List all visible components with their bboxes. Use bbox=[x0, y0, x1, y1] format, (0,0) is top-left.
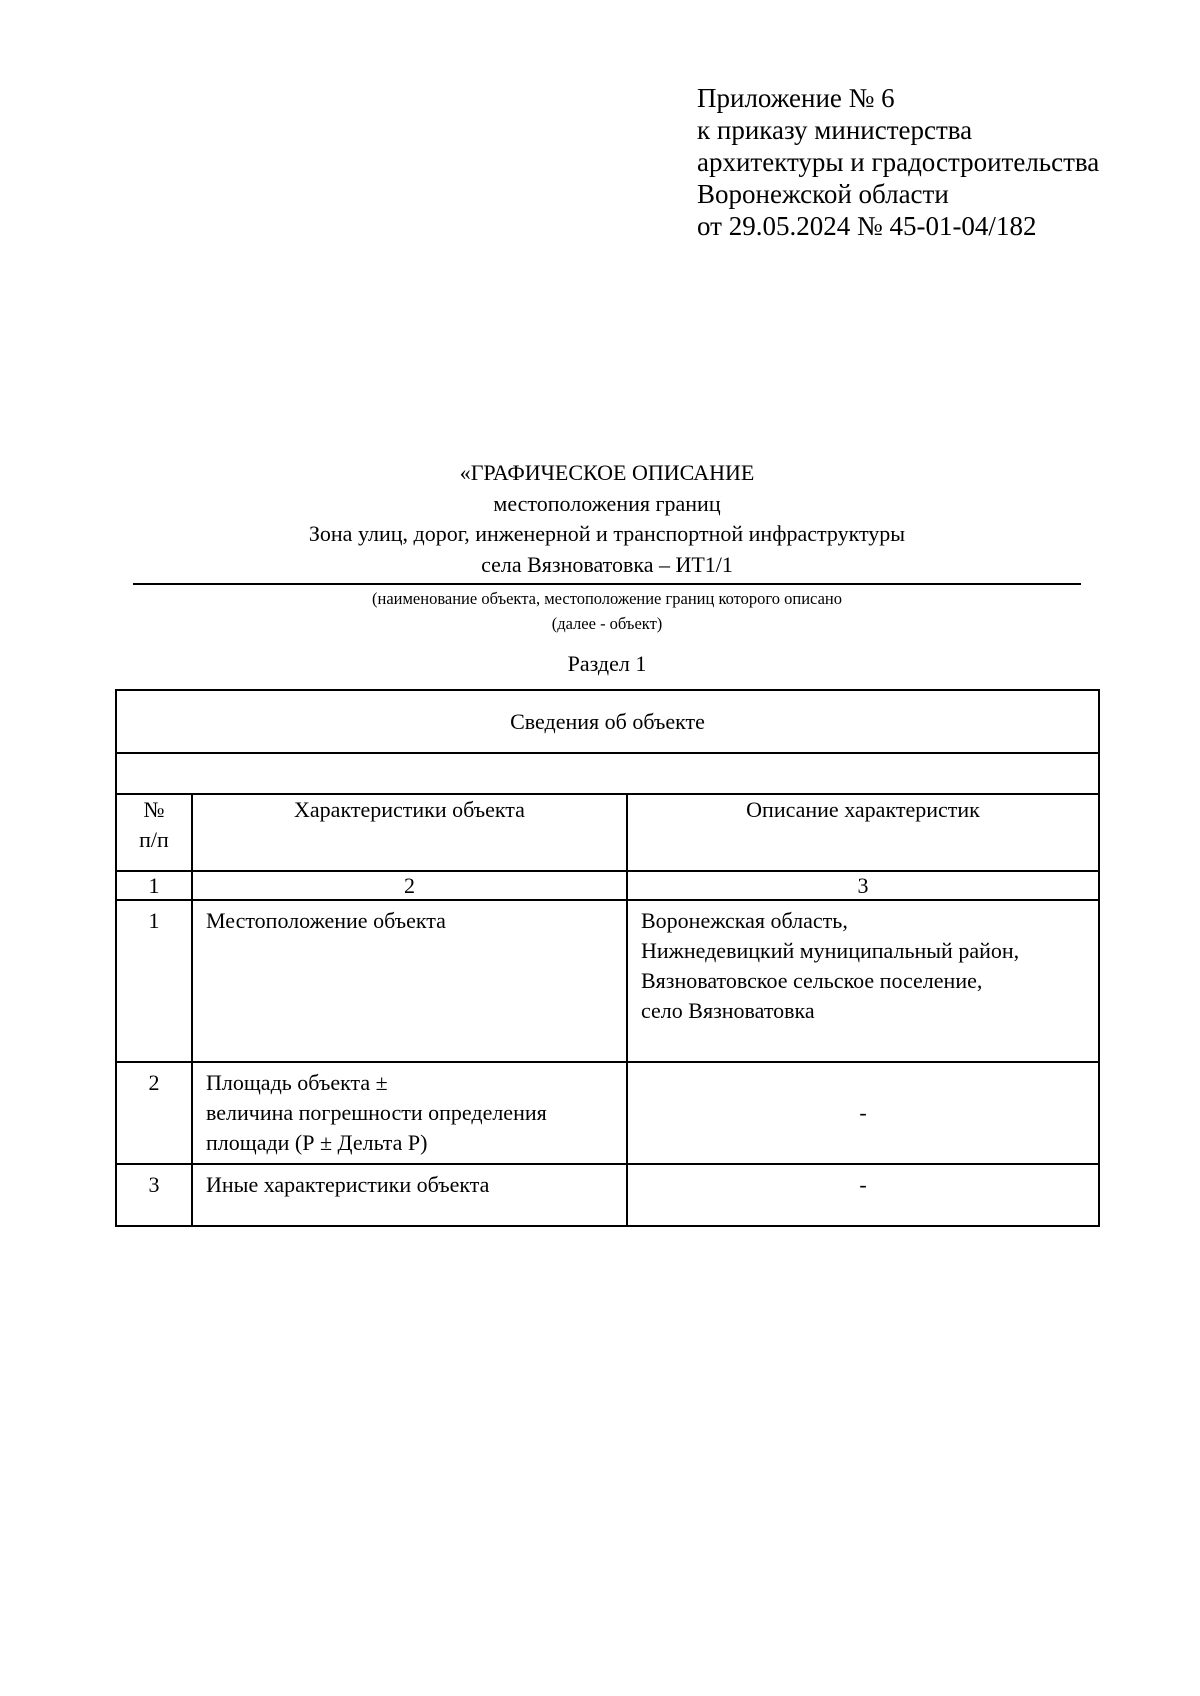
section-label: Раздел 1 bbox=[567, 651, 647, 676]
blank-row bbox=[116, 753, 1099, 794]
row-characteristic-line: Площадь объекта ± bbox=[206, 1070, 388, 1095]
row-characteristic-line: Иные характеристики объекта bbox=[206, 1172, 490, 1197]
appendix-order-line: к приказу министерства bbox=[697, 115, 973, 145]
row-description: - bbox=[627, 1164, 1099, 1226]
row-description bbox=[627, 900, 1099, 1062]
table-row bbox=[116, 1164, 1099, 1226]
title-note-line-1: (наименование объекта, местоположение границ которого описано bbox=[372, 589, 842, 608]
header-num-line-2: п/п bbox=[139, 827, 169, 852]
row-characteristic-line: Местоположение объекта bbox=[206, 908, 446, 933]
object-info-table bbox=[115, 689, 1100, 1227]
title-line-3: Зона улиц, дорог, инженерной и транспортной инфраструктуры bbox=[308, 521, 906, 546]
row-characteristic bbox=[192, 1164, 627, 1226]
header-description: Описание характеристик bbox=[627, 794, 1099, 871]
title-line-2: местоположения границ bbox=[493, 490, 721, 516]
appendix-ministry-line: архитектуры и градостроительства bbox=[697, 147, 1100, 177]
appendix-header bbox=[697, 82, 1099, 242]
row-characteristic bbox=[192, 900, 627, 1062]
row-number: 3 bbox=[116, 1164, 192, 1226]
header-characteristic: Характеристики объекта bbox=[192, 794, 627, 871]
row-description-line: Воронежская область, bbox=[641, 908, 848, 933]
table-caption: Сведения об объекте bbox=[116, 690, 1099, 753]
table-row bbox=[116, 900, 1099, 1062]
title-underline bbox=[133, 583, 1081, 585]
column-number-1: 1 bbox=[116, 871, 192, 900]
row-description-line: Нижнедевицкий муниципальный район, bbox=[641, 938, 1020, 963]
row-number: 2 bbox=[116, 1062, 192, 1164]
table-row bbox=[116, 1062, 1099, 1164]
header-num bbox=[116, 794, 192, 871]
row-characteristic bbox=[192, 1062, 627, 1164]
appendix-date-line: от 29.05.2024 № 45-01-04/182 bbox=[697, 211, 1037, 241]
title-line-4: села Вязноватовка – ИТ1/1 bbox=[481, 551, 733, 577]
header-num-line-1: № bbox=[143, 797, 165, 822]
row-number: 1 bbox=[116, 900, 192, 1062]
row-characteristic-line: площади (Р ± Дельта Р) bbox=[206, 1130, 428, 1155]
row-description: - bbox=[627, 1062, 1099, 1164]
column-number-3: 3 bbox=[627, 871, 1099, 900]
column-number-2: 2 bbox=[192, 871, 627, 900]
title-note bbox=[133, 586, 1081, 636]
column-number-row bbox=[116, 871, 1099, 900]
appendix-region-line: Воронежской области bbox=[697, 179, 949, 209]
row-characteristic-line: величина погрешности определения bbox=[206, 1100, 547, 1125]
document-title bbox=[133, 458, 1081, 580]
header-row bbox=[116, 794, 1099, 871]
title-note-line-2: (далее - объект) bbox=[551, 614, 663, 633]
row-description-line: село Вязноватовка bbox=[641, 998, 815, 1023]
appendix-title: Приложение № 6 bbox=[697, 83, 895, 113]
row-description-line: Вязноватовское сельское поселение, bbox=[641, 968, 983, 993]
title-line-1: «ГРАФИЧЕСКОЕ ОПИСАНИЕ bbox=[459, 460, 755, 485]
